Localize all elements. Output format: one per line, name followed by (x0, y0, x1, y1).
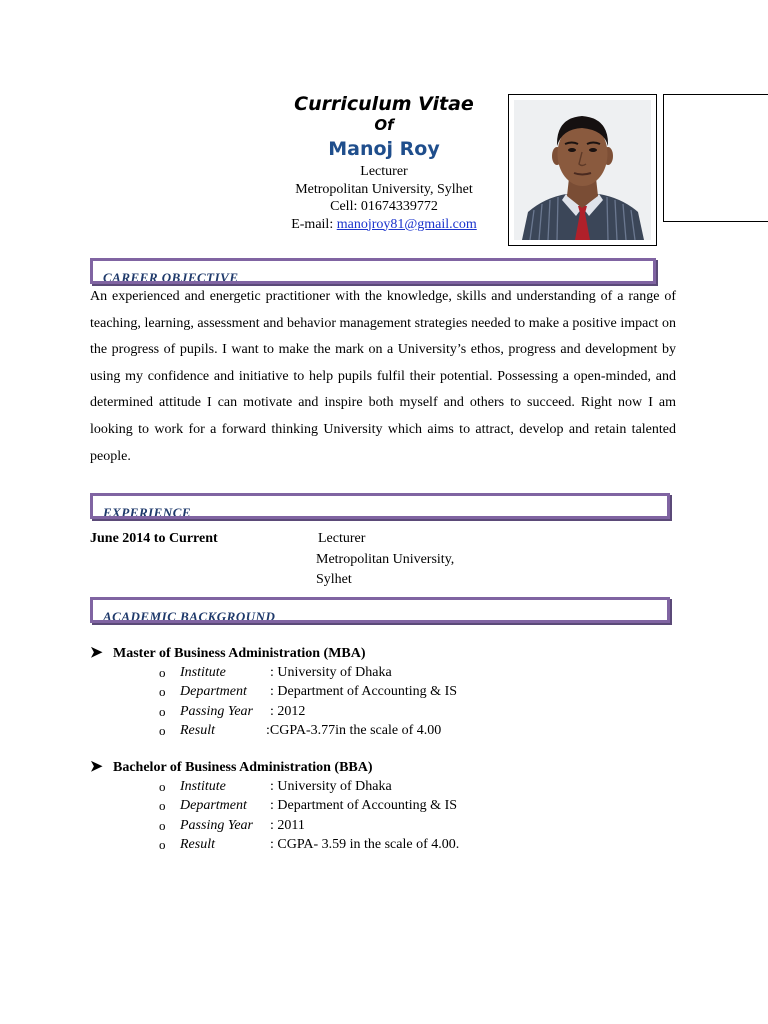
detail-label: Institute (180, 665, 226, 680)
degree-detail-row (90, 796, 690, 815)
cv-of: Of (374, 116, 394, 134)
degree-detail-row (90, 721, 690, 740)
circle-bullet-icon: o (159, 684, 166, 700)
academic-background-heading: ACADEMIC BACKGROUND (103, 609, 276, 623)
degree-detail-row (90, 682, 690, 701)
experience-heading: EXPERIENCE (103, 505, 192, 519)
degree-name: Bachelor of Business Administration (BBA) (113, 760, 373, 775)
detail-label: Passing Year (180, 817, 254, 833)
detail-value: : Department of Accounting & IS (270, 798, 458, 814)
arrowhead-bullet-icon: ➤ (90, 645, 103, 661)
degree-detail-row (90, 663, 690, 682)
degree-entry (90, 644, 690, 740)
circle-bullet-icon: o (159, 817, 166, 833)
circle-bullet-icon: o (159, 779, 166, 794)
detail-label: Department (180, 798, 247, 814)
degree-detail-row (90, 835, 690, 854)
detail-label: Institute (180, 779, 226, 794)
detail-label: Result (180, 722, 215, 738)
career-objective-heading-bar (90, 258, 656, 284)
career-objective-heading: CAREER OBJECTIVE (103, 270, 239, 284)
degree-title (90, 644, 690, 663)
candidate-organization: Metropolitan University, Sylhet (295, 181, 473, 197)
experience-role: Lecturer (318, 531, 366, 546)
detail-value: : University of Dhaka (270, 665, 392, 680)
candidate-cell: Cell: 01674339772 (330, 199, 438, 214)
email-link[interactable]: manojroy81@gmail.com (336, 216, 477, 232)
profile-photo-frame (508, 94, 657, 246)
cv-header (270, 92, 498, 233)
candidate-email-line (270, 216, 498, 234)
circle-bullet-icon: o (159, 722, 166, 738)
detail-label: Passing Year (180, 703, 254, 719)
degree-detail-row (90, 777, 690, 796)
detail-value: : Department of Accounting & IS (270, 684, 458, 700)
circle-bullet-icon: o (159, 798, 166, 814)
degree-detail-row (90, 702, 690, 721)
arrowhead-bullet-icon: ➤ (90, 759, 103, 775)
detail-value: : 2012 (270, 703, 306, 719)
career-objective-text: An experienced and energetic practitioner with the knowledge, skills and understanding of a range of teaching, learning, assessment and behavior management strategies needed to make a positive impact on the progress of pupils. I want to make the mark on a University’s ethos, progress and development by using my confidence and initiative to help pupils fulfil their potential. Possessing a open-minded, and determined attitude I can motivate and inspire both myself and others to succeed. Right now I am looking to work for a forward thinking University which aims to attract, develop and retain talented people. (90, 289, 676, 464)
detail-value: : CGPA- 3.59 in the scale of 4.00. (270, 836, 460, 852)
degree-name: Master of Business Administration (MBA) (113, 646, 366, 661)
candidate-name: Manoj Roy (328, 138, 440, 160)
experience-location: Sylhet (316, 572, 352, 587)
blank-side-box (663, 94, 768, 222)
circle-bullet-icon: o (159, 703, 166, 719)
circle-bullet-icon: o (159, 836, 166, 852)
detail-value: :CGPA-3.77in the scale of 4.00 (266, 722, 442, 738)
detail-label: Result (180, 836, 215, 852)
candidate-position: Lecturer (360, 164, 408, 179)
experience-period: June 2014 to Current (90, 531, 218, 546)
detail-value: : 2011 (270, 817, 305, 833)
cv-title: Curriculum Vitae (294, 93, 474, 115)
degree-detail-row (90, 816, 690, 835)
profile-photo (514, 100, 651, 240)
academic-background-heading-bar (90, 597, 670, 623)
experience-details (316, 529, 454, 591)
detail-value: : University of Dhaka (270, 779, 392, 794)
detail-label: Department (180, 684, 247, 700)
degree-title (90, 758, 690, 777)
degree-entry (90, 758, 690, 854)
experience-heading-bar (90, 493, 670, 519)
email-label: E-mail: (291, 216, 337, 232)
circle-bullet-icon: o (159, 665, 166, 680)
experience-organization: Metropolitan University, (316, 551, 455, 567)
